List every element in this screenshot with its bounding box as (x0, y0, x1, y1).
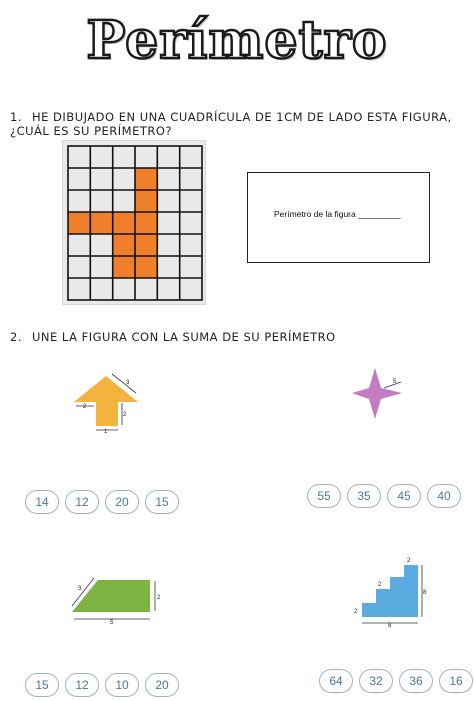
answer-label: Perímetro de la figura _________ (274, 209, 401, 219)
star-figure[interactable] (350, 366, 410, 422)
arrow-figure[interactable] (66, 372, 156, 436)
option-stairs-16[interactable]: 16 (439, 669, 473, 693)
trapezoid-label-3: 3 (78, 586, 82, 592)
option-stairs-32[interactable]: 32 (359, 669, 393, 693)
trapezoid-shape (72, 580, 150, 612)
star-label-5: 5 (393, 379, 397, 385)
stairs-label-8b: 8 (388, 623, 392, 629)
arrow-label-2b: 2 (123, 412, 127, 418)
option-arrow-12[interactable]: 12 (65, 490, 99, 514)
option-star-40[interactable]: 40 (427, 484, 461, 508)
option-trapezoid-10[interactable]: 10 (105, 673, 139, 697)
stairs-label-2c: 2 (354, 609, 358, 615)
star-shape (352, 368, 402, 419)
arrow-label-1: 1 (104, 429, 108, 435)
page-title: Perímetro (86, 10, 388, 71)
option-star-45[interactable]: 45 (387, 484, 421, 508)
question-1-text: HE DIBUJADO EN UNA CUADRÍCULA DE 1CM DE LADO ESTA FIGURA, ¿CUÁL ES SU PERÍMETRO? (10, 110, 452, 138)
stairs-label-8a: 8 (423, 590, 427, 596)
stairs-label-2a: 2 (407, 558, 411, 564)
trapezoid-label-5: 5 (110, 620, 114, 626)
option-stairs-64[interactable]: 64 (319, 669, 353, 693)
option-arrow-20[interactable]: 20 (105, 490, 139, 514)
question-1 (10, 110, 474, 138)
option-trapezoid-15[interactable]: 15 (25, 673, 59, 697)
question-1-number: 1. (10, 110, 22, 124)
stairs-label-2b: 2 (378, 582, 382, 588)
stairs-shape (362, 565, 418, 617)
question-2-number: 2. (10, 330, 22, 344)
arrow-label-3: 3 (126, 380, 130, 386)
option-arrow-15[interactable]: 15 (145, 490, 179, 514)
arrow-label-2a: 2 (83, 404, 87, 410)
answer-box[interactable] (247, 172, 430, 263)
question-2-text: UNE LA FIGURA CON LA SUMA DE SU PERÍMETRO (31, 330, 336, 344)
grid-figure (62, 140, 206, 305)
grid-svg (63, 141, 207, 306)
option-stairs-36[interactable]: 36 (399, 669, 433, 693)
option-trapezoid-20[interactable]: 20 (145, 673, 179, 697)
option-arrow-14[interactable]: 14 (25, 490, 59, 514)
trapezoid-figure[interactable] (68, 574, 168, 630)
option-star-35[interactable]: 35 (347, 484, 381, 508)
stairs-figure[interactable] (348, 553, 430, 629)
question-2 (10, 330, 336, 344)
trapezoid-label-2: 2 (157, 595, 161, 601)
option-star-55[interactable]: 55 (307, 484, 341, 508)
option-trapezoid-12[interactable]: 12 (65, 673, 99, 697)
